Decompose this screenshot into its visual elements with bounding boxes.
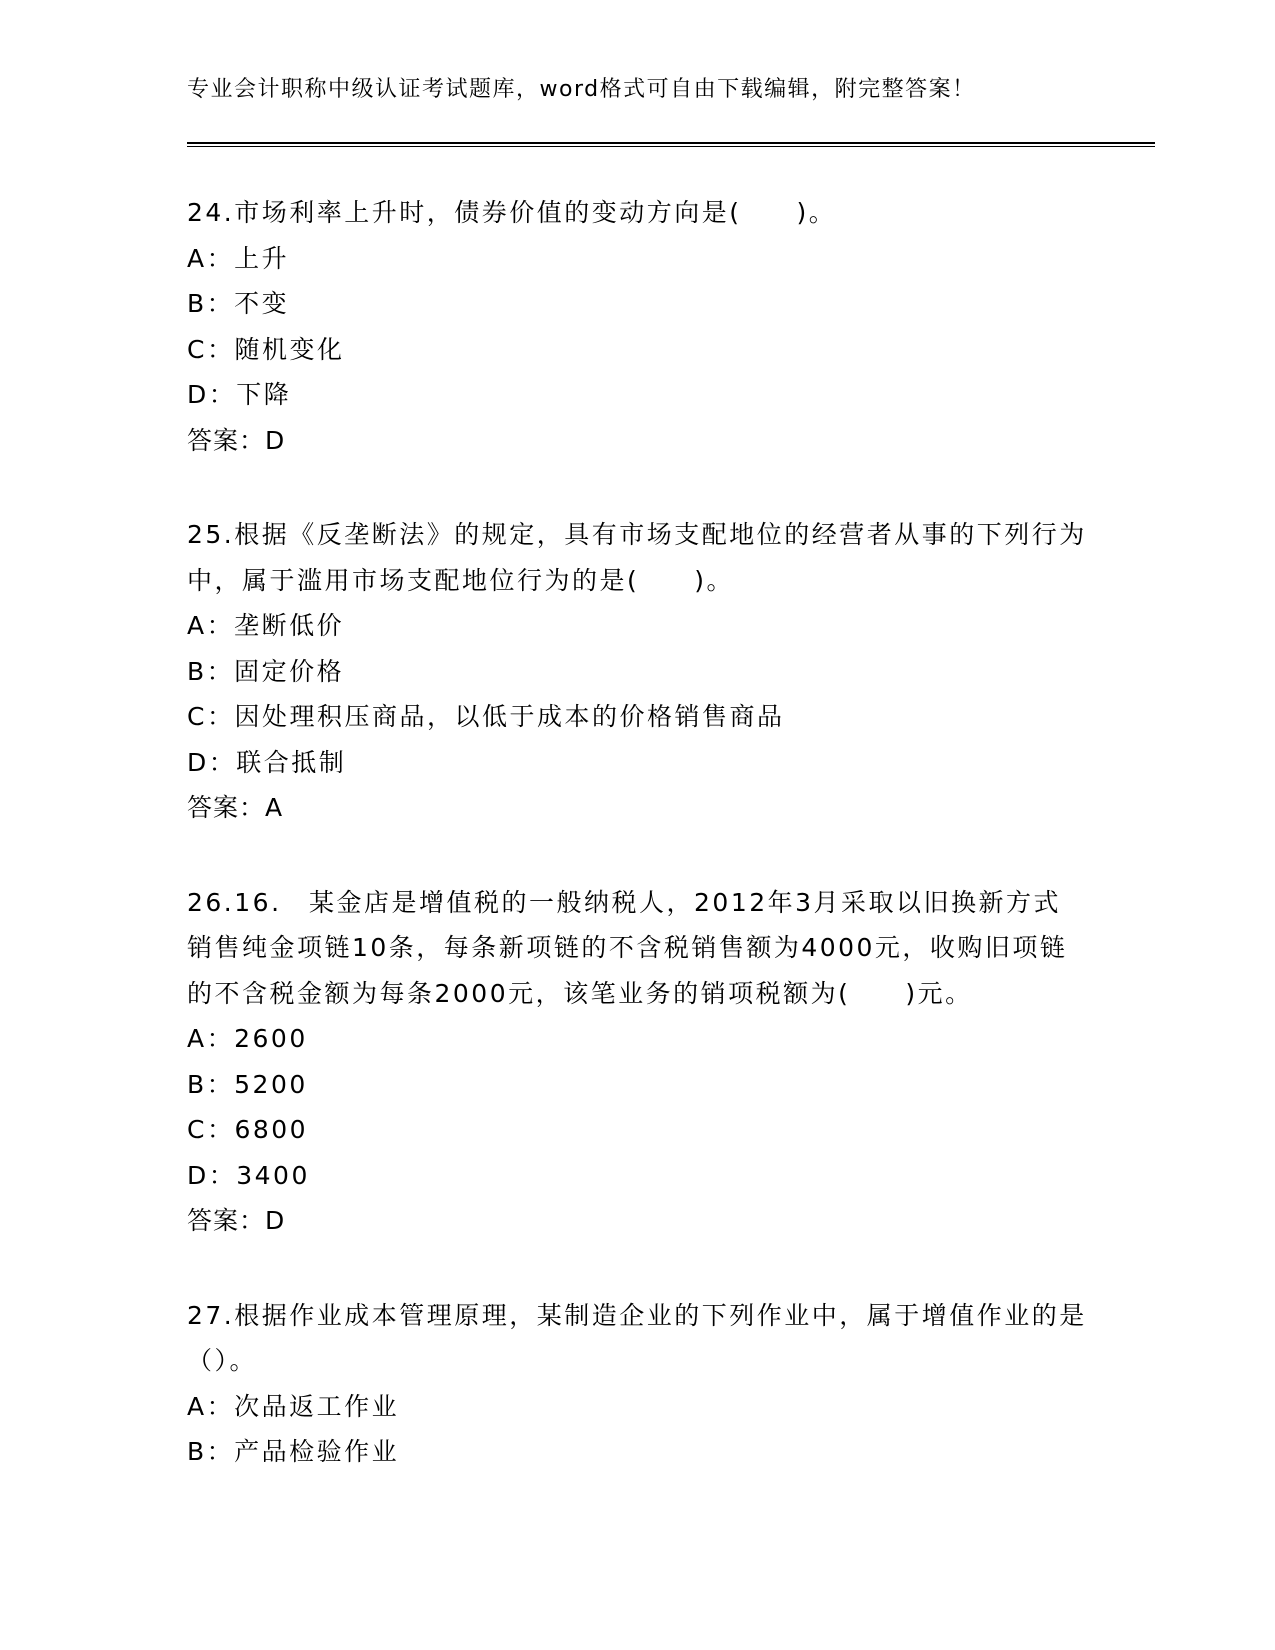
question-stem: 25.根据《反垄断法》的规定，具有市场支配地位的经营者从事的下列行为中，属于滥用市场支配地位行为的是( )。 [187,520,1087,595]
option-d: D：3400 [187,1160,310,1190]
question-27 [187,1293,1087,1475]
option-a: A：次品返工作业 [187,1391,400,1421]
option-d: D：联合抵制 [187,747,347,777]
question-stem: 27.根据作业成本管理原理，某制造企业的下列作业中，属于增值作业的是（）。 [187,1300,1087,1375]
option-b: B：5200 [187,1069,308,1099]
question-26 [187,880,1087,1244]
option-b: B：产品检验作业 [187,1437,400,1466]
option-a: A：垄断低价 [187,611,345,640]
option-c: C：6800 [187,1115,309,1144]
question-24 [187,190,1087,463]
question-25 [187,512,1087,831]
option-b: B：固定价格 [187,656,345,686]
header-divider [187,142,1155,147]
option-a: A：2600 [187,1024,308,1053]
option-c: C：因处理积压商品，以低于成本的价格销售商品 [187,702,785,731]
option-b: B：不变 [187,289,290,318]
option-c: C：随机变化 [187,334,345,364]
option-d: D：下降 [187,380,292,409]
question-list [187,190,1087,1524]
answer: 答案：D [187,425,286,455]
option-a: A：上升 [187,243,290,273]
question-stem: 26.16. 某金店是增值税的一般纳税人，2012年3月采取以旧换新方式销售纯金项链10条，每条新项链的不含税销售额为4000元，收购旧项链的不含税金额为每条2000元，该笔业务的销项税额为( )元。 [187,887,1068,1008]
page-header: 专业会计职称中级认证考试题库，word格式可自由下载编辑，附完整答案！ [187,77,976,102]
question-stem: 24.市场利率上升时，债券价值的变动方向是( )。 [187,198,837,227]
answer: 答案：A [187,793,284,822]
answer: 答案：D [187,1206,286,1235]
